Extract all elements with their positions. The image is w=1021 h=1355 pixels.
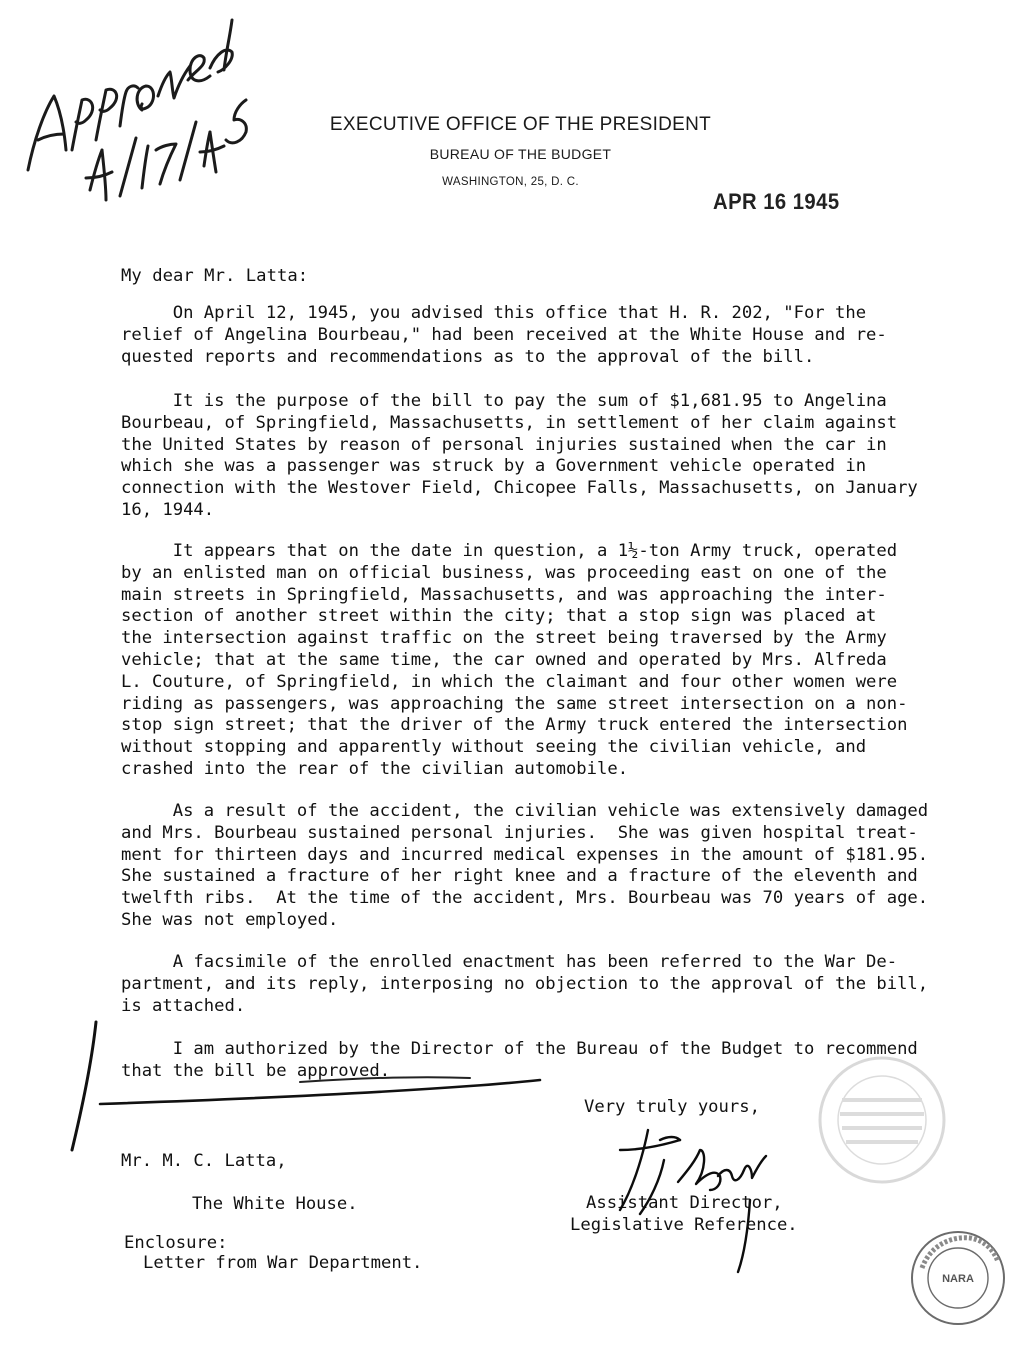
text-line: As a result of the accident, the civilian vehicle was extensively damaged bbox=[121, 801, 929, 821]
text-line: 16, 1944. bbox=[121, 499, 215, 520]
text-line: L. Couture, of Springfield, in which the claimant and four other women were bbox=[121, 671, 898, 692]
text-line: partment, and its reply, interposing no objection to the approval of the bill, bbox=[121, 973, 929, 994]
text-line: I am authorized by the Director of the Bureau of the Budget to recommend bbox=[121, 1039, 918, 1059]
text-line: ment for thirteen days and incurred medical expenses in the amount of $181.95. bbox=[121, 844, 929, 865]
enclosure-item: Letter from War Department. bbox=[143, 1253, 423, 1273]
text-line: A facsimile of the enrolled enactment has been referred to the War De- bbox=[121, 952, 898, 972]
recipient-place: The White House. bbox=[192, 1194, 358, 1214]
text-line: relief of Angelina Bourbeau," had been received at the White House and re- bbox=[121, 324, 887, 345]
text-line: the United States by reason of personal injuries sustained when the car in bbox=[121, 434, 887, 455]
text-line: by an enlisted man on official business, was proceeding east on one of the bbox=[121, 562, 887, 583]
enclosure-label: Enclosure: bbox=[124, 1233, 228, 1253]
letterhead-city: WASHINGTON, 25, D. C. bbox=[442, 176, 579, 188]
text-line: quested reports and recommendations as to the approval of the bill. bbox=[121, 346, 815, 367]
text-line: She sustained a fracture of her right knee and a fracture of the eleventh and bbox=[121, 866, 918, 887]
text-line: and Mrs. Bourbeau sustained personal injuries. She was given hospital treat- bbox=[121, 822, 918, 843]
library-stamp bbox=[908, 1228, 1008, 1328]
text-line: is attached. bbox=[121, 995, 246, 1016]
salutation: My dear Mr. Latta: bbox=[121, 266, 309, 286]
library-stamp-text: NARA bbox=[942, 1273, 974, 1285]
text-line: She was not employed. bbox=[121, 909, 339, 930]
text-line: Bourbeau, of Springfield, Massachusetts, in settlement of her claim against bbox=[121, 412, 898, 433]
margin-pen-mark bbox=[72, 1022, 96, 1150]
underline-pen-mark bbox=[100, 1080, 540, 1104]
text-line: the intersection against traffic on the street being traversed by the Army bbox=[121, 628, 887, 649]
text-line: that the bill be approved. bbox=[121, 1060, 391, 1081]
text-line: It is the purpose of the bill to pay the sum of $1,681.95 to Angelina bbox=[121, 391, 887, 411]
body-paragraph-6 bbox=[121, 1039, 971, 1083]
text-line: which she was a passenger was struck by a Government vehicle operated in bbox=[121, 456, 867, 477]
text-line: It appears that on the date in question, a 1½-ton Army truck, operated bbox=[121, 541, 898, 561]
text-line: section of another street within the city; that a stop sign was placed at bbox=[121, 606, 877, 627]
text-line: twelfth ribs. At the time of the accident, Mrs. Bourbeau was 70 years of age. bbox=[121, 888, 929, 909]
text-line: connection with the Westover Field, Chicopee Falls, Massachusetts, on January bbox=[121, 478, 918, 499]
body-paragraph-4 bbox=[121, 801, 971, 932]
text-line: stop sign street; that the driver of the Army truck entered the intersection bbox=[121, 715, 908, 736]
letterhead-bureau: BUREAU OF THE BUDGET bbox=[429, 146, 612, 162]
body-paragraph-3 bbox=[121, 541, 971, 781]
text-line: without stopping and apparently without seeing the civilian vehicle, and bbox=[121, 737, 867, 758]
date-stamp: APR 16 1945 bbox=[713, 189, 840, 214]
body-paragraph-1 bbox=[121, 303, 971, 368]
text-line: On April 12, 1945, you advised this office that H. R. 202, "For the bbox=[121, 303, 867, 323]
closing: Very truly yours, bbox=[584, 1097, 760, 1117]
body-paragraph-2 bbox=[121, 391, 971, 522]
signer-title-line-2: Legislative Reference. bbox=[570, 1215, 798, 1235]
text-line: vehicle; that at the same time, the car owned and operated by Mrs. Alfreda bbox=[121, 649, 887, 670]
letterhead-office: EXECUTIVE OFFICE OF THE PRESIDENT bbox=[329, 114, 712, 135]
text-line: riding as passengers, was approaching the same street intersection on a non- bbox=[121, 693, 908, 714]
text-line: crashed into the rear of the civilian automobile. bbox=[121, 758, 629, 779]
text-line: main streets in Springfield, Massachusetts, and was approaching the inter- bbox=[121, 584, 887, 605]
signer-title-line-1: Assistant Director, bbox=[586, 1193, 783, 1213]
recipient-name: Mr. M. C. Latta, bbox=[121, 1151, 287, 1171]
body-paragraph-5 bbox=[121, 952, 971, 1017]
